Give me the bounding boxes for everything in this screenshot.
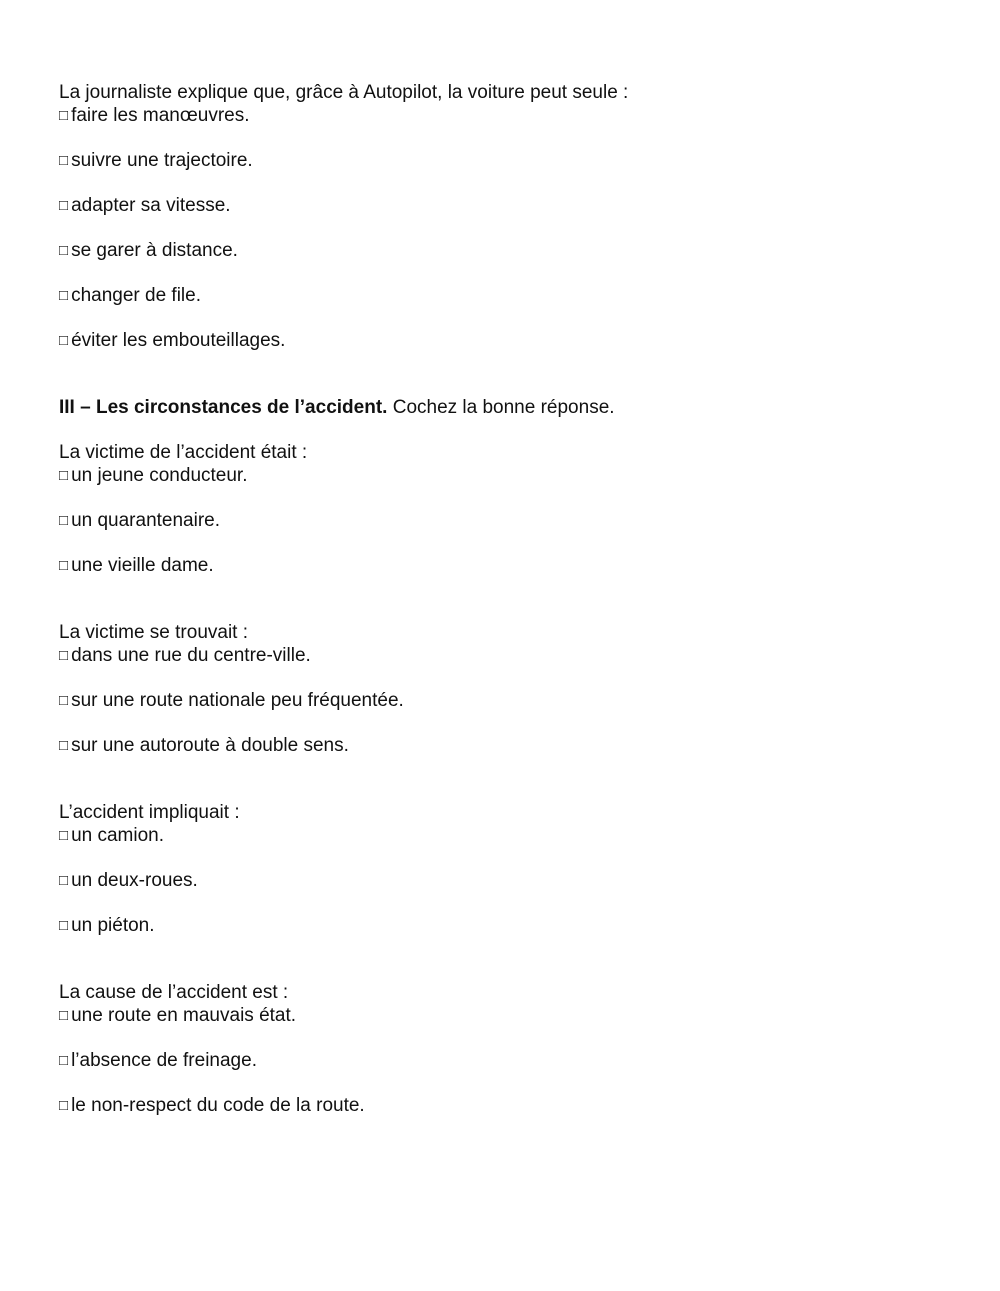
question-prompt-victim: La victime de l’accident était :	[59, 442, 308, 463]
checkbox-icon[interactable]: □	[59, 512, 69, 529]
option-q2-3[interactable]	[59, 555, 214, 578]
option-label: l’absence de freinage.	[71, 1050, 257, 1071]
question-prompt-cause: La cause de l’accident est :	[59, 982, 289, 1003]
option-q2-2[interactable]	[59, 510, 220, 533]
option-q1-5[interactable]	[59, 285, 201, 308]
option-q3-3[interactable]	[59, 735, 349, 758]
section-instruction: Cochez la bonne réponse.	[387, 397, 615, 418]
checkbox-icon[interactable]: □	[59, 197, 69, 214]
option-q4-2[interactable]	[59, 870, 198, 893]
checkbox-icon[interactable]: □	[59, 872, 69, 889]
option-q3-2[interactable]	[59, 690, 404, 713]
option-label: un deux-roues.	[71, 870, 198, 891]
question-prompt-autopilot: La journaliste explique que, grâce à Autopilot, la voiture peut seule :	[59, 82, 629, 103]
option-label: éviter les embouteillages.	[71, 330, 286, 351]
option-label: un piéton.	[71, 915, 155, 936]
option-label: sur une autoroute à double sens.	[71, 735, 349, 756]
option-label: un camion.	[71, 825, 165, 846]
option-q1-2[interactable]	[59, 150, 253, 173]
option-q1-3[interactable]	[59, 195, 231, 218]
option-label: dans une rue du centre-ville.	[71, 645, 311, 666]
option-q3-1[interactable]	[59, 645, 311, 668]
checkbox-icon[interactable]: □	[59, 1097, 69, 1114]
option-q1-1[interactable]	[59, 105, 250, 128]
checkbox-icon[interactable]: □	[59, 332, 69, 349]
option-q5-1[interactable]	[59, 1005, 296, 1028]
option-label: une vieille dame.	[71, 555, 214, 576]
option-label: un jeune conducteur.	[71, 465, 248, 486]
question-prompt-location: La victime se trouvait :	[59, 622, 249, 643]
option-q5-3[interactable]	[59, 1095, 365, 1118]
option-label: faire les manœuvres.	[71, 105, 250, 126]
option-label: changer de file.	[71, 285, 201, 306]
option-label: adapter sa vitesse.	[71, 195, 231, 216]
checkbox-icon[interactable]: □	[59, 287, 69, 304]
option-q1-6[interactable]	[59, 330, 285, 353]
option-label: se garer à distance.	[71, 240, 238, 261]
option-label: un quarantenaire.	[71, 510, 221, 531]
checkbox-icon[interactable]: □	[59, 107, 69, 124]
checkbox-icon[interactable]: □	[59, 152, 69, 169]
option-label: le non-respect du code de la route.	[71, 1095, 365, 1116]
checkbox-icon[interactable]: □	[59, 242, 69, 259]
option-q2-1[interactable]	[59, 465, 247, 488]
option-q1-4[interactable]	[59, 240, 238, 263]
option-q4-3[interactable]	[59, 915, 155, 938]
option-label: une route en mauvais état.	[71, 1005, 297, 1026]
option-q4-1[interactable]	[59, 825, 164, 848]
checkbox-icon[interactable]: □	[59, 1007, 69, 1024]
section-title: – Les circonstances de l’accident.	[74, 397, 388, 418]
checkbox-icon[interactable]: □	[59, 827, 69, 844]
checkbox-icon[interactable]: □	[59, 557, 69, 574]
option-label: suivre une trajectoire.	[71, 150, 253, 171]
question-prompt-involved: L’accident impliquait :	[59, 802, 240, 823]
option-q5-2[interactable]	[59, 1050, 257, 1073]
section-heading	[59, 397, 615, 419]
checkbox-icon[interactable]: □	[59, 467, 69, 484]
checkbox-icon[interactable]: □	[59, 647, 69, 664]
checkbox-icon[interactable]: □	[59, 1052, 69, 1069]
checkbox-icon[interactable]: □	[59, 737, 69, 754]
section-number: III	[59, 397, 75, 418]
option-label: sur une route nationale peu fréquentée.	[71, 690, 404, 711]
checkbox-icon[interactable]: □	[59, 692, 69, 709]
checkbox-icon[interactable]: □	[59, 917, 69, 934]
